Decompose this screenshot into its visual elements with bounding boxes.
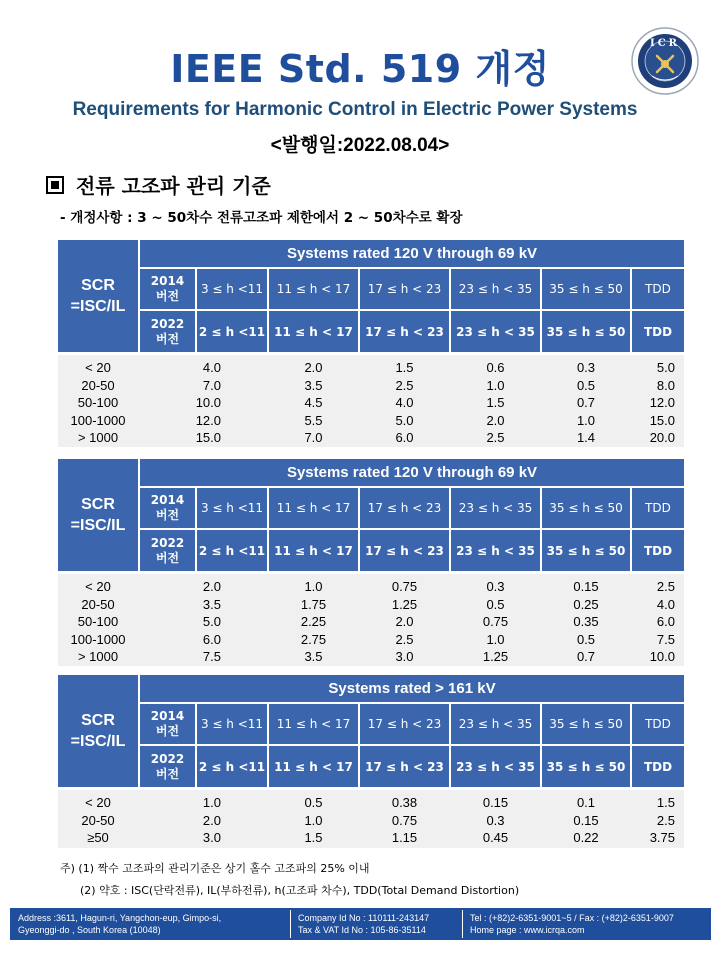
limit-value: 3.5 bbox=[304, 377, 323, 393]
limit-value: 0.5 bbox=[304, 795, 323, 810]
publish-date: <발행일:2022.08.04> bbox=[270, 135, 450, 156]
limit-value: 1.0 bbox=[486, 377, 505, 393]
limit-value: 0.6 bbox=[486, 360, 505, 375]
scr-header bbox=[58, 675, 138, 787]
scr-values-column bbox=[58, 359, 138, 447]
scr-ratio-label: =ISC/IL bbox=[70, 298, 126, 315]
page-title: IEEE Std. 519 개정 bbox=[170, 47, 550, 91]
limit-value: 7.0 bbox=[202, 377, 221, 393]
harmonic-range-2022: TDD bbox=[632, 311, 684, 352]
limit-value: 2.5 bbox=[395, 631, 414, 647]
scr-value: 100-1000 bbox=[70, 412, 126, 428]
version-word: 버전 bbox=[155, 724, 180, 738]
harmonic-range-2014: 17 ≤ h < 23 bbox=[360, 488, 449, 528]
limit-value: 5.0 bbox=[395, 412, 414, 428]
limit-value: 0.35 bbox=[573, 614, 599, 629]
system-rating-header: Systems rated 120 V through 69 kV bbox=[140, 459, 684, 486]
scr-ratio-label: =ISC/IL bbox=[70, 733, 126, 750]
limit-values-column bbox=[360, 794, 449, 847]
limit-value: 2.0 bbox=[202, 812, 221, 828]
harmonic-range-2014: 11 ≤ h < 17 bbox=[269, 488, 358, 528]
harmonic-range-2022: 11 ≤ h < 17 bbox=[269, 311, 358, 352]
limit-values-column bbox=[632, 359, 675, 447]
limit-value: 0.7 bbox=[576, 395, 596, 410]
harmonic-range-2014: 3 ≤ h <11 bbox=[197, 269, 267, 309]
limit-values-column bbox=[632, 578, 675, 666]
scr-value: < 20 bbox=[85, 579, 111, 594]
limit-value: 2.0 bbox=[395, 614, 414, 629]
table-body bbox=[58, 790, 684, 848]
limit-value: 1.5 bbox=[486, 395, 505, 410]
version-year: 2014 bbox=[150, 493, 185, 507]
limit-value: 2.5 bbox=[656, 579, 675, 594]
limit-value: 0.15 bbox=[482, 795, 509, 810]
harmonic-range-2014: 35 ≤ h ≤ 50 bbox=[542, 704, 630, 744]
footnotes bbox=[60, 858, 519, 902]
limit-value: 1.0 bbox=[304, 579, 323, 594]
limit-value: 2.5 bbox=[395, 377, 414, 393]
limit-value: 4.0 bbox=[656, 596, 675, 612]
version-word: 버전 bbox=[155, 766, 180, 781]
limit-value: 7.0 bbox=[304, 430, 323, 445]
limit-values-column bbox=[451, 359, 540, 447]
harmonic-range-2014: TDD bbox=[632, 488, 684, 528]
limit-values-column bbox=[451, 794, 540, 847]
scr-value: > 1000 bbox=[77, 430, 119, 445]
footer-divider bbox=[290, 910, 291, 938]
harmonic-range-2022: 2 ≤ h <11 bbox=[197, 746, 267, 787]
harmonic-range-2022: 17 ≤ h < 23 bbox=[360, 530, 449, 571]
limit-values-column bbox=[161, 578, 221, 666]
scr-value: 50-100 bbox=[77, 395, 119, 410]
limit-value: 1.0 bbox=[486, 631, 505, 647]
harmonic-range-2014: 35 ≤ h ≤ 50 bbox=[542, 269, 630, 309]
limit-value: 2.5 bbox=[486, 430, 505, 445]
harmonic-range-2022: 23 ≤ h < 35 bbox=[451, 311, 540, 352]
limit-value: 1.5 bbox=[656, 795, 675, 810]
limit-values-column bbox=[542, 578, 630, 666]
limit-values-column bbox=[632, 794, 675, 847]
limit-value: 1.0 bbox=[576, 412, 596, 428]
limit-value: 1.15 bbox=[391, 830, 418, 845]
limit-value: 0.15 bbox=[573, 812, 599, 828]
limit-value: 0.22 bbox=[573, 830, 599, 845]
version-word: 버전 bbox=[155, 331, 180, 346]
limit-value: 0.75 bbox=[391, 579, 418, 594]
version-year: 2014 bbox=[150, 274, 185, 288]
limit-value: 0.3 bbox=[576, 360, 596, 375]
limit-values-column bbox=[269, 794, 358, 847]
limit-value: 2.0 bbox=[486, 412, 505, 428]
version-year: 2014 bbox=[150, 709, 185, 723]
limit-value: 6.0 bbox=[656, 614, 675, 629]
footnote-2: (2) 약호 : ISC(단락전류), IL(부하전류), h(고조파 차수), TDD(Total Demand Distortion) bbox=[80, 884, 520, 897]
limit-values-column bbox=[161, 794, 221, 847]
harmonic-range-2022: 2 ≤ h <11 bbox=[197, 530, 267, 571]
footer-homepage: Home page : www.icrqa.com bbox=[470, 925, 585, 935]
scr-label: SCR bbox=[81, 496, 115, 513]
version-2014-label bbox=[140, 488, 195, 528]
scr-value: ≥50 bbox=[87, 830, 109, 845]
scr-value: < 20 bbox=[85, 795, 111, 810]
harmonic-range-2014: 35 ≤ h ≤ 50 bbox=[542, 488, 630, 528]
harmonic-table bbox=[58, 459, 684, 666]
limit-value: 4.5 bbox=[304, 395, 323, 410]
limit-value: 0.5 bbox=[576, 377, 596, 393]
limit-value: 3.0 bbox=[202, 830, 221, 845]
limit-value: 0.15 bbox=[573, 579, 599, 594]
limit-value: 1.0 bbox=[202, 795, 221, 810]
footnote-1: 주) (1) 짝수 고조파의 관리기준은 상기 홀수 고조파의 25% 이내 bbox=[60, 862, 370, 875]
version-2014-label bbox=[140, 704, 195, 744]
harmonic-range-2022: TDD bbox=[632, 530, 684, 571]
limit-value: 1.5 bbox=[395, 360, 414, 375]
limit-value: 6.0 bbox=[202, 631, 221, 647]
limit-value: 15.0 bbox=[195, 430, 221, 445]
section-heading bbox=[46, 170, 271, 199]
limit-value: 7.5 bbox=[202, 649, 221, 664]
harmonic-range-2014: 23 ≤ h < 35 bbox=[451, 269, 540, 309]
limit-value: 3.5 bbox=[304, 649, 323, 664]
harmonic-range-2014: TDD bbox=[632, 269, 684, 309]
scr-value: 20-50 bbox=[81, 812, 115, 828]
harmonic-table bbox=[58, 240, 684, 447]
harmonic-range-2014: 17 ≤ h < 23 bbox=[360, 704, 449, 744]
limit-value: 8.0 bbox=[656, 377, 675, 393]
limit-values-column bbox=[451, 578, 540, 666]
version-year: 2022 bbox=[150, 751, 185, 766]
limit-value: 15.0 bbox=[649, 412, 675, 428]
version-word: 버전 bbox=[155, 508, 180, 522]
limit-values-column bbox=[269, 359, 358, 447]
limit-value: 2.5 bbox=[656, 812, 675, 828]
limit-value: 0.38 bbox=[391, 795, 418, 810]
harmonic-range-2014: 3 ≤ h <11 bbox=[197, 488, 267, 528]
version-2022-label bbox=[140, 311, 195, 352]
version-2022-label bbox=[140, 746, 195, 787]
limit-value: 2.0 bbox=[304, 360, 323, 375]
limit-values-column bbox=[542, 794, 630, 847]
version-2014-label bbox=[140, 269, 195, 309]
harmonic-range-2022: 11 ≤ h < 17 bbox=[269, 746, 358, 787]
footer-tax-id: Tax & VAT Id No : 105-86-35114 bbox=[298, 925, 426, 935]
scr-header bbox=[58, 240, 138, 352]
limit-value: 1.0 bbox=[304, 812, 323, 828]
limit-value: 3.0 bbox=[395, 649, 414, 664]
limit-value: 1.5 bbox=[304, 830, 323, 845]
page-subtitle: Requirements for Harmonic Control in Electric Power Systems bbox=[72, 99, 638, 120]
table-body bbox=[58, 574, 684, 666]
limit-value: 0.7 bbox=[576, 649, 596, 664]
limit-value: 0.3 bbox=[486, 812, 505, 828]
harmonic-range-2022: 23 ≤ h < 35 bbox=[451, 530, 540, 571]
footer-tel: Tel : (+82)2-6351-9001~5 / Fax : (+82)2-6351-9007 bbox=[470, 913, 674, 923]
table-body bbox=[58, 355, 684, 447]
limit-value: 1.4 bbox=[576, 430, 596, 445]
limit-values-column bbox=[269, 578, 358, 666]
revision-note: - 개정사항 : 3 ~ 50차수 전류고조파 제한에서 2 ~ 50차수로 확장 bbox=[60, 210, 463, 226]
limit-value: 0.25 bbox=[573, 596, 599, 612]
scr-header bbox=[58, 459, 138, 571]
limit-value: 3.5 bbox=[202, 596, 221, 612]
footer-address-1: Address :3611, Hagun-ri, Yangchon-eup, Gimpo-si, bbox=[18, 913, 222, 923]
limit-value: 4.0 bbox=[202, 360, 221, 375]
scr-value: 20-50 bbox=[81, 596, 115, 612]
limit-value: 7.5 bbox=[656, 631, 675, 647]
section-title: 전류 고조파 관리 기준 bbox=[76, 174, 271, 198]
limit-value: 0.5 bbox=[576, 631, 596, 647]
version-year: 2022 bbox=[150, 316, 185, 331]
harmonic-range-2014: 17 ≤ h < 23 bbox=[360, 269, 449, 309]
limit-value: 1.25 bbox=[482, 649, 509, 664]
scr-value: 100-1000 bbox=[70, 631, 126, 647]
limit-value: 5.5 bbox=[304, 412, 323, 428]
limit-values-column bbox=[542, 359, 630, 447]
limit-value: 2.25 bbox=[300, 614, 327, 629]
harmonic-range-2022: 17 ≤ h < 23 bbox=[360, 746, 449, 787]
limit-value: 0.5 bbox=[486, 596, 505, 612]
scr-value: 20-50 bbox=[81, 377, 115, 393]
scr-values-column bbox=[58, 578, 138, 666]
logo-text: ICR bbox=[650, 38, 680, 49]
version-2022-label bbox=[140, 530, 195, 571]
limit-value: 0.45 bbox=[482, 830, 509, 845]
harmonic-range-2014: 3 ≤ h <11 bbox=[197, 704, 267, 744]
icr-logo bbox=[630, 26, 700, 96]
limit-values-column bbox=[360, 578, 449, 666]
footer-divider bbox=[462, 910, 463, 938]
scr-value: > 1000 bbox=[77, 649, 119, 664]
version-word: 버전 bbox=[155, 289, 180, 303]
limit-value: 0.3 bbox=[486, 579, 505, 594]
limit-value: 10.0 bbox=[649, 649, 675, 664]
limit-value: 0.75 bbox=[482, 614, 509, 629]
footer-address-2: Gyeonggi-do , South Korea (10048) bbox=[18, 925, 161, 935]
limit-value: 2.0 bbox=[202, 579, 221, 594]
limit-value: 4.0 bbox=[395, 395, 414, 410]
harmonic-range-2014: 23 ≤ h < 35 bbox=[451, 704, 540, 744]
scr-value: 50-100 bbox=[77, 614, 119, 629]
page-footer bbox=[10, 908, 711, 940]
harmonic-range-2022: 35 ≤ h ≤ 50 bbox=[542, 746, 630, 787]
system-rating-header: Systems rated > 161 kV bbox=[140, 675, 684, 702]
system-rating-header: Systems rated 120 V through 69 kV bbox=[140, 240, 684, 267]
harmonic-range-2022: 35 ≤ h ≤ 50 bbox=[542, 311, 630, 352]
harmonic-range-2022: TDD bbox=[632, 746, 684, 787]
scr-label: SCR bbox=[81, 277, 115, 294]
harmonic-range-2022: 2 ≤ h <11 bbox=[197, 311, 267, 352]
limit-value: 12.0 bbox=[649, 395, 675, 410]
version-year: 2022 bbox=[150, 535, 185, 550]
harmonic-range-2022: 35 ≤ h ≤ 50 bbox=[542, 530, 630, 571]
harmonic-table bbox=[58, 675, 684, 848]
limit-value: 3.75 bbox=[649, 830, 675, 845]
limit-values-column bbox=[360, 359, 449, 447]
harmonic-range-2014: 23 ≤ h < 35 bbox=[451, 488, 540, 528]
scr-label: SCR bbox=[81, 712, 115, 729]
limit-value: 12.0 bbox=[195, 412, 221, 428]
limit-values-column bbox=[161, 359, 221, 447]
version-word: 버전 bbox=[155, 550, 180, 565]
scr-values-column bbox=[58, 794, 138, 847]
scr-value: < 20 bbox=[85, 360, 111, 375]
harmonic-range-2014: 11 ≤ h < 17 bbox=[269, 269, 358, 309]
limit-value: 20.0 bbox=[649, 430, 675, 445]
limit-value: 0.1 bbox=[576, 795, 596, 810]
limit-value: 10.0 bbox=[195, 395, 221, 410]
limit-value: 6.0 bbox=[395, 430, 414, 445]
harmonic-range-2014: 11 ≤ h < 17 bbox=[269, 704, 358, 744]
limit-value: 5.0 bbox=[656, 360, 675, 375]
square-bullet-icon bbox=[46, 176, 64, 194]
harmonic-range-2022: 23 ≤ h < 35 bbox=[451, 746, 540, 787]
harmonic-range-2022: 17 ≤ h < 23 bbox=[360, 311, 449, 352]
limit-value: 1.75 bbox=[300, 596, 327, 612]
limit-value: 5.0 bbox=[202, 614, 221, 629]
harmonic-range-2022: 11 ≤ h < 17 bbox=[269, 530, 358, 571]
harmonic-range-2014: TDD bbox=[632, 704, 684, 744]
scr-ratio-label: =ISC/IL bbox=[70, 517, 126, 534]
limit-value: 2.75 bbox=[300, 631, 327, 647]
limit-value: 1.25 bbox=[391, 596, 418, 612]
footer-company-id: Company Id No : 110111-243147 bbox=[298, 913, 430, 923]
limit-value: 0.75 bbox=[391, 812, 418, 828]
